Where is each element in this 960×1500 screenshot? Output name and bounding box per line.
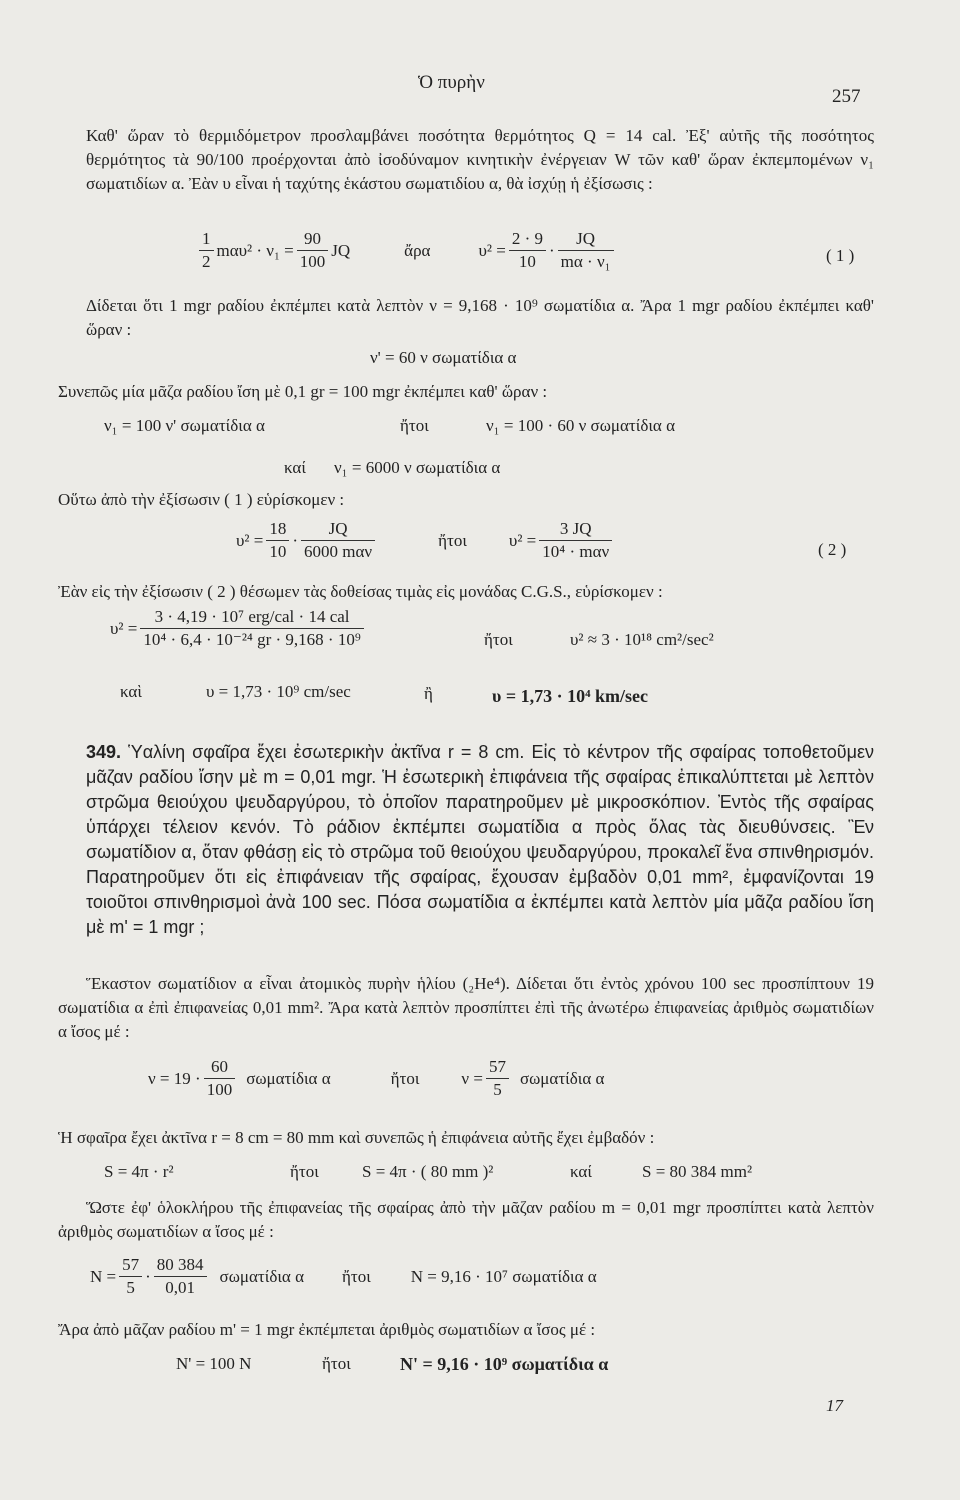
given-line: Δίδεται ὅτι 1 mgr ραδίου ἐκπέμπει κατὰ λεπτὸν ν = 9,168 · 10⁹ σωματίδια α. Ἄρα 1 mgr ραδίου ἐκπέμπει καθ' ὥραν :	[86, 296, 874, 339]
equation-5: ν = 19 · $\frac{60}{100}$ σωματίδια α ἤτοι ν = $\frac{57}{5}$ σωματίδια α	[148, 1057, 605, 1099]
htoi-word: ἤτοι	[400, 416, 429, 435]
total-formula: N' = 100 N	[176, 1354, 252, 1373]
surface-substituted: S = 4π · ( 80 mm )²	[362, 1162, 494, 1181]
fraction-3jq: $\frac{3 JQ}{\text{10⁴ · mαν}}$	[539, 518, 612, 563]
htoi-word-4: ἤτοι	[322, 1354, 351, 1373]
kai-word: καί	[284, 458, 306, 477]
equation-1: $\frac{1}{2}$ mαυ² · ν₁ = $\frac{90}{100}$ JQ ἄρα υ² = $\frac{2 \cdot 9}{10}$ · $\frac{JQ}{\text{mα · ν₁}}$	[196, 228, 617, 273]
fraction-57-5-b: $\frac{57}{5}$	[119, 1254, 142, 1299]
fraction-velocity-sq: $\frac{\text{3 · 4,19 · 10⁷ erg/cal · 14 cal}}{\text{10⁴ · 6,4 · 10⁻²⁴ gr · 9,168 · 10⁹}}$	[140, 606, 363, 651]
fraction-60-100: $\frac{60}{100}$	[204, 1056, 236, 1101]
fraction-half: $\frac{1}{2}$	[199, 228, 214, 273]
problem-349	[86, 740, 874, 940]
solution-paragraph-3: Ὥστε ἐφ' ὁλοκλήρου τῆς ἐπιφανείας τῆς σφαίρας ἀπὸ τὴν μᾶζαν ραδίου m = 0,01 mgr προσπίπτει κατὰ λεπτὸν ἀριθμὸς σωματιδίων α ἴσος μέ :	[58, 1198, 874, 1241]
page-number: 257	[832, 86, 861, 107]
solution-paragraph-1: Ἕκαστον σωματίδιον α εἶναι ἀτομικὸς πυρὴν ἡλίου (₂He⁴). Δίδεται ὅτι ἐντὸς χρόνου 100 sec προσπίπτουν 19 σωματίδια α ἐπὶ ἐπιφανείας 0,01 mm². Ἄρα κατὰ λεπτὸν προσπίπτει ἐπὶ τῆς ἀνωτέρω ἐπιφανείας ἀριθμὸς σωματιδίων α ἴσος μέ :	[58, 974, 874, 1041]
outo-line: Οὕτω ἀπὸ τὴν ἐξίσωσιν ( 1 ) εὑρίσκομεν :	[58, 490, 345, 509]
velocity-sq-result: υ² ≈ 3 · 10¹⁸ cm²/sec²	[570, 630, 714, 649]
surface-result: S = 80 384 mm²	[642, 1162, 753, 1181]
equation-3: υ² = $\frac{\text{3 · 4,19 · 10⁷ erg/cal · 14 cal}}{\text{10⁴ · 6,4 · 10⁻²⁴ gr · 9,168 · 10⁹}}$	[110, 606, 367, 651]
fraction-jq-mv: $\frac{JQ}{\text{mα · ν₁}}$	[558, 228, 614, 273]
v1-equation-c: ν₁ = 6000 ν σωματίδια α	[334, 458, 501, 477]
velocity-cm: υ = 1,73 · 10⁹ cm/sec	[206, 682, 351, 701]
fraction-jq-6000: $\frac{JQ}{\text{6000 mαν}}$	[301, 518, 375, 563]
running-header: Ὁ πυρὴν	[418, 72, 485, 93]
equation-7: N = $\frac{57}{5}$ · $\frac{80 384}{0,01}$ σωματίδια α ἤτοι N = 9,16 · 10⁷ σωματίδια α	[90, 1255, 597, 1297]
mass-line: Συνεπῶς μία μᾶζα ραδίου ἴση μὲ 0,1 gr = 100 mgr ἐκπέμπει καθ' ὥραν :	[58, 382, 548, 401]
problem-label: 349.	[86, 742, 122, 762]
problem-text: Ὑαλίνη σφαῖρα ἔχει ἐσωτερικὴν ἀκτῖνα r = 8 cm. Εἰς τὸ κέντρον τῆς σφαίρας τοποθετοῦμεν μᾶζαν ραδίου ἴσην μὲ m = 0,01 mgr. Ἡ ἐσωτερικὴ ἐπιφάνεια τῆς σφαίρας ἐπικαλύπτεται μὲ λεπτὸν στρῶμα θειούχου ψευδαργύρου, τὸ ὁποῖον παρατηροῦμεν μὲ μικροσκόπιον. Ἐντὸς τῆς σφαίρας ὑπάρχει τέλειον κενόν. Τὸ ράδιον ἐκπέμπει σωματίδια α πρὸς ὅλας τὰς διευθύνσεις. Ἓν σωματίδιον α, ὅταν φθάσῃ εἰς τὸ στρῶμα τοῦ θειούχου ψευδαργύρου, προκαλεῖ ἕνα σπινθηρισμόν. Παρατηροῦμεν ὅτι εἰς ἐπιφάνειαν τῆς σφαίρας, ἔχουσαν ἐμβαδὸν 0,01 mm², ἐμφανίζονται 19 τοιοῦτοι σπινθηρισμοὶ ἀνὰ 100 sec. Πόσα σωματίδια α ἐκπέμπει κατὰ λεπτὸν μία μᾶζα ραδίου ἴση μὲ m' = 1 mgr ;	[86, 742, 874, 937]
or-word: ἢ	[424, 684, 433, 703]
solution-paragraph-4: Ἄρα ἀπὸ μᾶζαν ραδίου m' = 1 mgr ἐκπέμπεται ἀριθμὸς σωματιδίων α ἴσος μέ :	[58, 1320, 596, 1339]
htoi-word-3: ἤτοι	[290, 1162, 319, 1181]
equation-2: υ² = $\frac{18}{10}$ · $\frac{JQ}{\text{6000 mαν}}$ ἤτοι υ² = $\frac{3 JQ}{\text{10⁴ · mαν}}$	[236, 518, 615, 563]
kai-word-2: καὶ	[120, 682, 142, 701]
v1-equation-b: ν₁ = 100 · 60 ν σωματίδια α	[486, 416, 675, 435]
fraction-18-10: $\frac{18}{10}$	[266, 518, 289, 563]
fraction-57-5: $\frac{57}{5}$	[486, 1056, 509, 1101]
total-result: N' = 9,16 · 10⁹ σωματίδια α	[400, 1354, 609, 1374]
substitution-line: Ἐὰν εἰς τὴν ἐξίσωσιν ( 2 ) θέσωμεν τὰς δοθείσας τιμὰς εἰς μονάδας C.G.S., εὑρίσκομεν :	[58, 582, 663, 601]
v1-equation-a: ν₁ = 100 ν' σωματίδια α	[104, 416, 265, 435]
velocity-km: υ = 1,73 · 10⁴ km/sec	[492, 686, 648, 706]
surface-formula: S = 4π · r²	[104, 1162, 174, 1181]
signature-mark: 17	[826, 1396, 843, 1415]
equation-number-1: ( 1 )	[826, 246, 855, 265]
fraction-80384: $\frac{80 384}{0,01}$	[154, 1254, 207, 1299]
solution-paragraph-2: Ἡ σφαῖρα ἔχει ἀκτῖνα r = 8 cm = 80 mm καὶ συνεπῶς ἡ ἐπιφάνεια αὐτῆς ἔχει ἐμβαδόν :	[58, 1128, 655, 1147]
hourly-emission: ν' = 60 ν σωματίδια α	[370, 348, 517, 367]
fraction-90-100: $\frac{90}{100}$	[297, 228, 329, 273]
kai-word-3: καί	[570, 1162, 592, 1181]
equation-number-2: ( 2 )	[818, 540, 847, 559]
fraction-2x9-10: $\frac{2 \cdot 9}{10}$	[509, 228, 546, 273]
intro-paragraph: Καθ' ὥραν τὸ θερμιδόμετρον προσλαμβάνει ποσότητα θερμότητος Q = 14 cal. Ἐξ' αὐτῆς τῆς ποσότητος θερμότητος τὰ 90/100 προέρχονται ἀπὸ ἰσοδύναμον κινητικὴν ἐνέργειαν W τῶν καθ' ὥραν ἐκπεμπομένων ν₁ σωματιδίων α. Ἐὰν υ εἶναι ἡ ταχύτης ἑκάστου σωματιδίου α, θὰ ἰσχύῃ ἡ ἐξίσωσις :	[86, 126, 874, 193]
htoi-word-2: ἤτοι	[484, 630, 513, 649]
